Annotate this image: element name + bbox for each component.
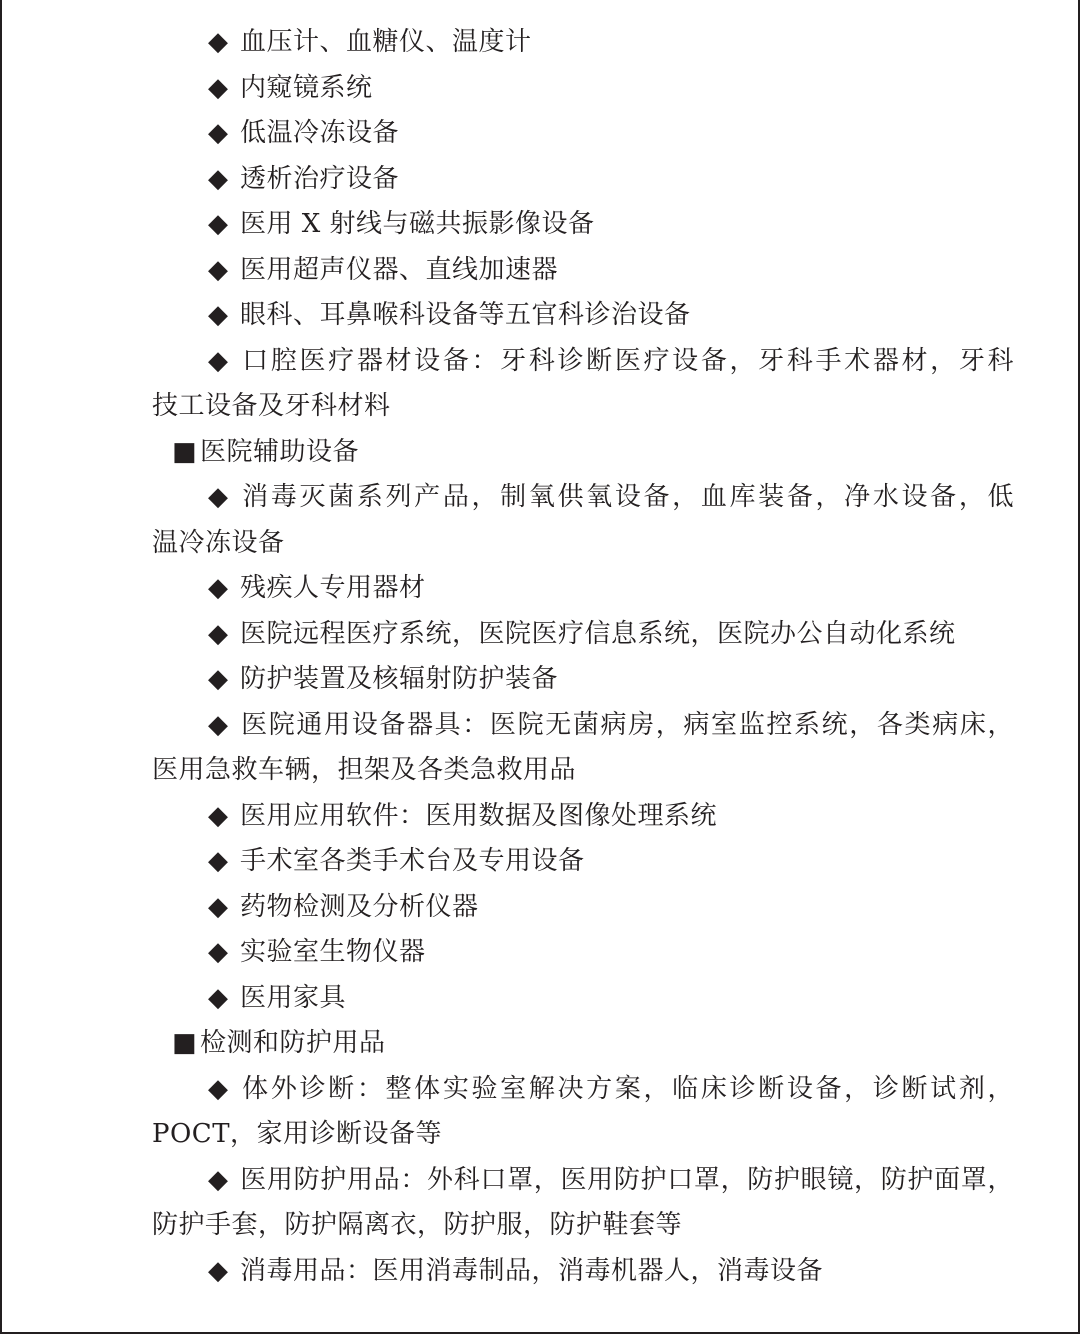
list-item-text: 血压计、血糖仪、温度计 (240, 27, 532, 57)
document-body (152, 20, 1014, 1294)
diamond-bullet-icon: ◆ (208, 163, 229, 194)
list-item-text: 消毒用品：医用消毒制品，消毒机器人，消毒设备 (240, 1255, 824, 1286)
list-item-continuation: 医用急救车辆，担架及各类急救用品 (152, 755, 577, 785)
list-item-text: 残疾人专用器材 (240, 573, 426, 603)
diamond-bullet-icon: ◆ (208, 800, 229, 831)
diamond-bullet-icon: ◆ (208, 618, 229, 649)
list-item-continuation: 温冷冻设备 (152, 527, 285, 558)
list-item (152, 339, 1014, 385)
list-item-text: 医院通用设备器具：医院无菌病房，病室监控系统，各类病床， (240, 709, 1014, 740)
section-heading (152, 1021, 1014, 1067)
list-item (152, 157, 1014, 203)
list-item-text: 手术室各类手术台及专用设备 (240, 846, 585, 876)
list-item (152, 475, 1014, 521)
list-item-continuation: 技工设备及牙科材料 (152, 391, 391, 421)
diamond-bullet-icon: ◆ (208, 891, 229, 922)
list-item-text: 医用防护用品：外科口罩，医用防护口罩，防护眼镜，防护面罩， (240, 1164, 1014, 1195)
list-item-text: 医用应用软件：医用数据及图像处理系统 (240, 800, 718, 831)
section-heading-text: 医院辅助设备 (200, 436, 360, 467)
list-item (152, 202, 1014, 248)
list-item (152, 1249, 1014, 1295)
diamond-bullet-icon: ◆ (208, 982, 229, 1013)
square-bullet-icon: ■ (172, 436, 198, 467)
list-item-text: 口腔医疗器材设备：牙科诊断医疗设备，牙科手术器材，牙科 (240, 345, 1014, 376)
list-item (152, 566, 1014, 612)
diamond-bullet-icon: ◆ (208, 1164, 229, 1195)
list-item (152, 293, 1014, 339)
list-item (152, 612, 1014, 658)
list-item (152, 930, 1014, 976)
list-item-text: 消毒灭菌系列产品，制氧供氧设备，血库装备，净水设备，低 (240, 482, 1014, 512)
diamond-bullet-icon: ◆ (208, 573, 229, 603)
diamond-bullet-icon: ◆ (208, 209, 229, 239)
list-item (152, 976, 1014, 1022)
list-item-text: 透析治疗设备 (240, 163, 400, 194)
list-item-text: 眼科、耳鼻喉科设备等五官科诊治设备 (240, 300, 691, 330)
list-item (152, 248, 1014, 294)
diamond-bullet-icon: ◆ (208, 345, 229, 376)
list-item-text: 内窥镜系统 (240, 72, 373, 103)
diamond-bullet-icon: ◆ (208, 709, 229, 740)
square-bullet-icon: ■ (172, 1028, 198, 1058)
diamond-bullet-icon: ◆ (208, 1073, 229, 1104)
diamond-bullet-icon: ◆ (208, 254, 229, 285)
diamond-bullet-icon: ◆ (208, 27, 229, 57)
list-item-text: 医院远程医疗系统，医院医疗信息系统，医院办公自动化系统 (240, 618, 956, 649)
diamond-bullet-icon: ◆ (208, 937, 229, 967)
list-item (152, 1158, 1014, 1204)
list-item-text: 防护装置及核辐射防护装备 (240, 664, 559, 694)
list-item-text: 低温冷冻设备 (240, 118, 400, 148)
list-item-text: 医用超声仪器、直线加速器 (240, 254, 559, 285)
list-item-text: 医用家具 (240, 982, 347, 1013)
list-item (152, 657, 1014, 703)
section-heading (152, 430, 1014, 476)
list-item-continuation: 防护手套，防护隔离衣，防护服，防护鞋套等 (152, 1210, 683, 1240)
diamond-bullet-icon: ◆ (208, 846, 229, 876)
list-item (152, 20, 1014, 66)
list-item-continuation: POCT，家用诊断设备等 (152, 1119, 443, 1149)
list-item-text: 实验室生物仪器 (240, 937, 426, 967)
list-item (152, 794, 1014, 840)
diamond-bullet-icon: ◆ (208, 664, 229, 694)
list-item (152, 66, 1014, 112)
list-item (152, 885, 1014, 931)
diamond-bullet-icon: ◆ (208, 482, 229, 512)
list-item-text: 体外诊断：整体实验室解决方案，临床诊断设备，诊断试剂， (240, 1073, 1014, 1104)
section-heading-text: 检测和防护用品 (200, 1028, 386, 1058)
list-item-text: 医用 X 射线与磁共振影像设备 (240, 209, 595, 239)
list-item (152, 1067, 1014, 1113)
list-item (152, 111, 1014, 157)
diamond-bullet-icon: ◆ (208, 72, 229, 103)
diamond-bullet-icon: ◆ (208, 1255, 229, 1286)
list-item (152, 839, 1014, 885)
list-item-text: 药物检测及分析仪器 (240, 891, 479, 922)
list-item (152, 703, 1014, 749)
diamond-bullet-icon: ◆ (208, 300, 229, 330)
diamond-bullet-icon: ◆ (208, 118, 229, 148)
